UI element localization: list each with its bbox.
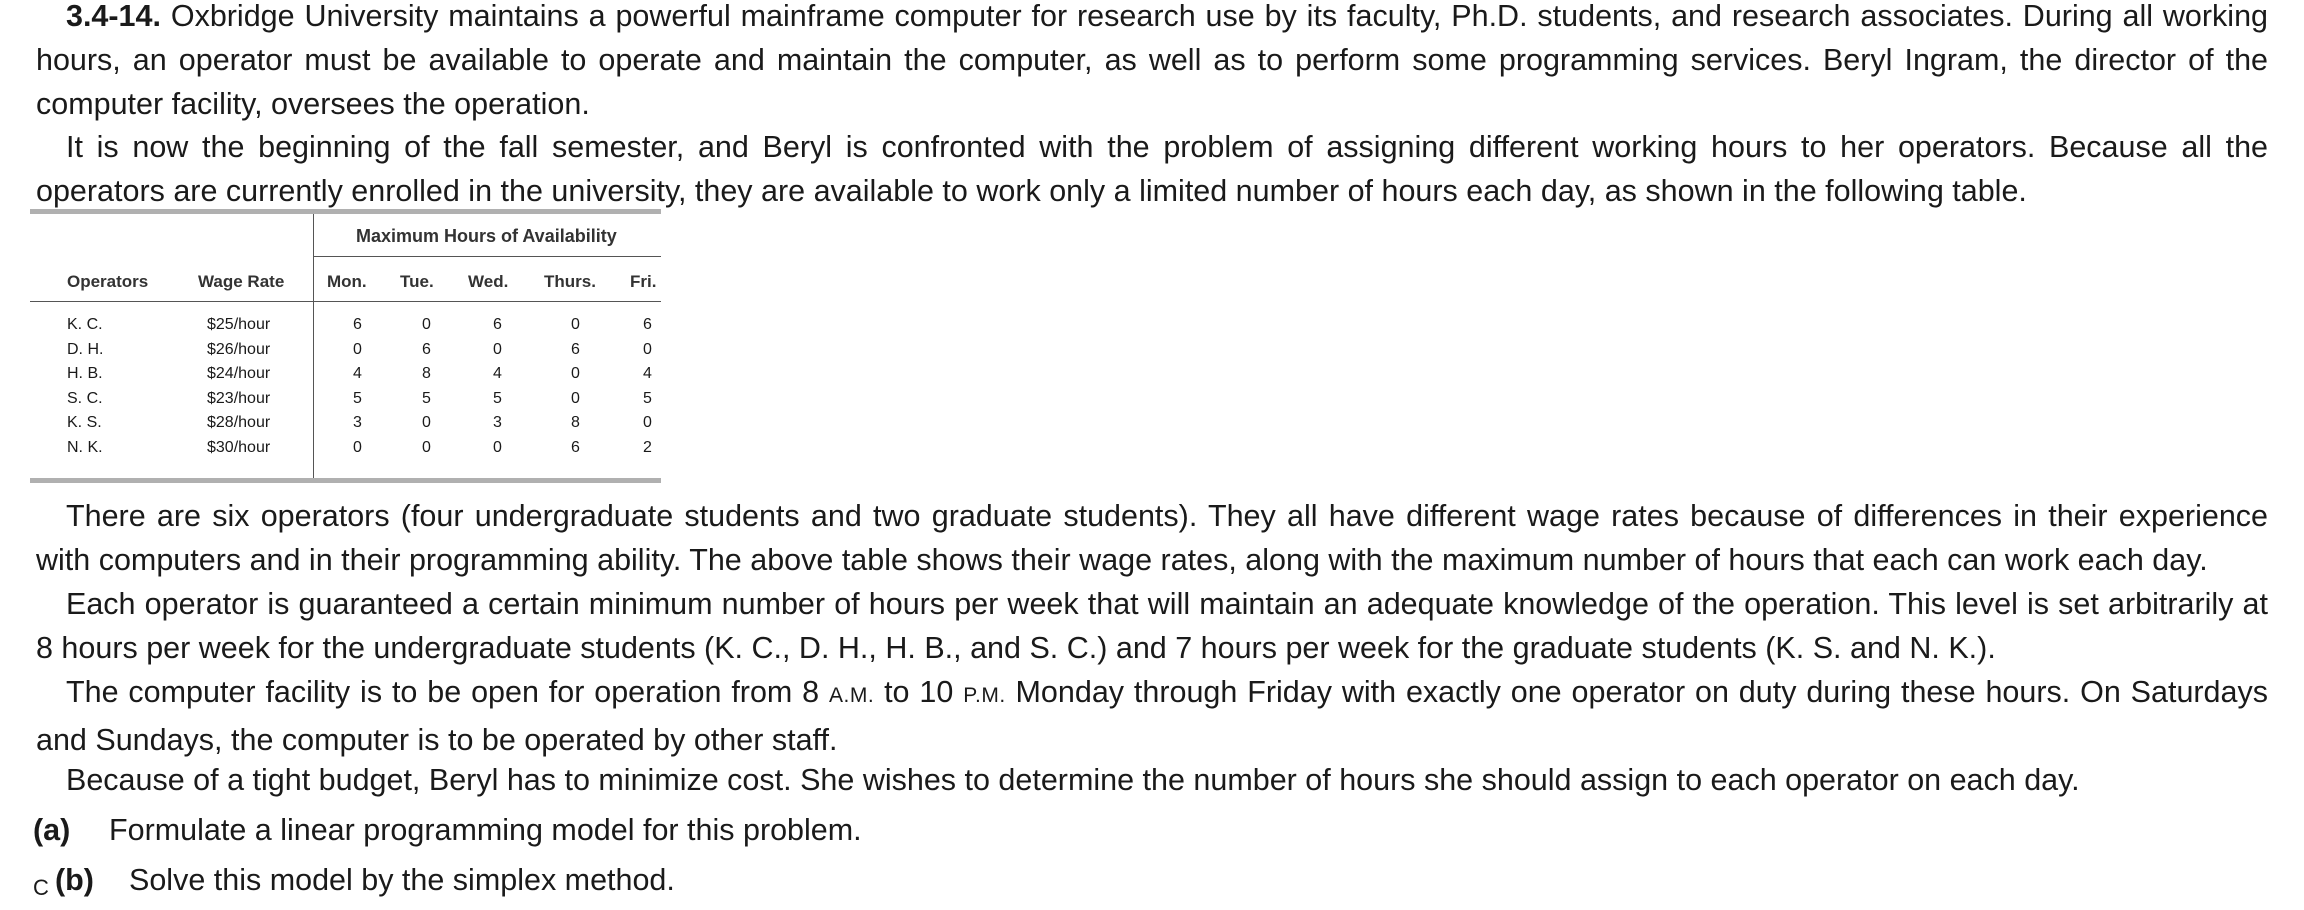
hours-cell: 0 xyxy=(353,340,362,358)
part-b-label: (b) xyxy=(55,863,94,897)
part-a-text: Formulate a linear programming model for this problem. xyxy=(109,813,862,847)
hours-cell: 3 xyxy=(353,414,362,432)
hours-cell: 5 xyxy=(422,389,431,407)
hours-cell: 2 xyxy=(643,439,652,456)
hours-cell: 0 xyxy=(493,340,502,358)
hours-cell: 0 xyxy=(571,389,580,407)
group-header: Maximum Hours of Availability xyxy=(356,226,617,246)
table-bottom-rule xyxy=(30,478,661,483)
hours-cell: 0 xyxy=(493,439,502,456)
wage-rate: $26/hour xyxy=(207,340,271,358)
col-header-operators: Operators xyxy=(67,272,149,291)
part-b-prefix: C xyxy=(33,875,49,900)
hours-cell: 6 xyxy=(353,316,362,333)
hours-cell: 0 xyxy=(643,340,652,358)
problem-intro xyxy=(36,0,2268,126)
hours-cell: 6 xyxy=(493,316,502,333)
header-rule xyxy=(30,301,661,302)
hours-cell: 6 xyxy=(643,316,652,333)
hours-cell: 8 xyxy=(571,414,580,432)
operator-name: H. B. xyxy=(67,365,103,383)
wage-rate: $23/hour xyxy=(207,389,271,407)
hours-cell: 5 xyxy=(493,389,502,407)
hours-cell: 6 xyxy=(571,439,580,456)
operator-name: D. H. xyxy=(67,340,104,358)
para5-a: The computer facility is to be open for operation from 8 xyxy=(66,675,830,709)
hours-cell: 0 xyxy=(571,365,580,383)
hours-cell: 0 xyxy=(571,316,580,333)
wage-rate: $25/hour xyxy=(207,316,271,333)
table-top-rule xyxy=(30,209,661,214)
operator-name: N. K. xyxy=(67,439,103,456)
paragraph-3: There are six operators (four undergraduate students and two graduate students). They all have different wage rates because of differences in their experience with computers and in their programming ability. The above table shows their wage rates, along with the maximum number of hours that each can work each day. xyxy=(36,499,2268,577)
hours-cell: 0 xyxy=(422,439,431,456)
hours-cell: 4 xyxy=(643,365,652,383)
availability-rule xyxy=(313,256,661,257)
part-b-text: Solve this model by the simplex method. xyxy=(129,863,675,897)
part-a-label: (a) xyxy=(33,813,71,847)
problem-number: 3.4-14. xyxy=(66,0,161,33)
intro-text: Oxbridge University maintains a powerful mainframe computer for research use by its faculty, Ph.D. students, and research associates. During all working hours, an operator must be available to operate and maintain the computer, as well as to perform some programming services. Beryl Ingram, the director of the computer facility, oversees the operation. xyxy=(36,0,2268,121)
hours-cell: 0 xyxy=(353,439,362,456)
pm-label: P.M. xyxy=(963,684,1006,707)
col-header-fri: Fri. xyxy=(630,272,657,291)
hours-cell: 5 xyxy=(643,389,652,407)
col-header-thurs: Thurs. xyxy=(544,272,596,291)
operator-name: S. C. xyxy=(67,389,103,407)
para5-b: to 10 xyxy=(874,675,964,709)
wage-rate: $30/hour xyxy=(207,439,271,456)
operator-name: K. S. xyxy=(67,414,102,432)
hours-cell: 6 xyxy=(571,340,580,358)
am-label: A.M. xyxy=(829,684,875,707)
hours-cell: 0 xyxy=(643,414,652,432)
paragraph-5 xyxy=(36,670,2268,762)
paragraph-2: It is now the beginning of the fall semester, and Beryl is confronted with the problem of assigning different working hours to her operators. Because all the operators are currently enrolled in the university, they are available to work only a limited number of hours each day, as shown in the following table. xyxy=(36,130,2268,208)
hours-cell: 4 xyxy=(353,365,362,383)
hours-cell: 6 xyxy=(422,340,431,358)
hours-cell: 4 xyxy=(493,365,502,383)
hours-cell: 8 xyxy=(422,365,431,383)
wage-rate: $28/hour xyxy=(207,414,271,432)
wage-rate: $24/hour xyxy=(207,365,271,383)
hours-cell: 0 xyxy=(422,316,431,333)
col-header-tue: Tue. xyxy=(400,272,434,291)
hours-cell: 5 xyxy=(353,389,362,407)
paragraph-6: Because of a tight budget, Beryl has to minimize cost. She wishes to determine the number of hours she should assign to each operator on each day. xyxy=(66,763,2080,797)
paragraph-4: Each operator is guaranteed a certain minimum number of hours per week that will maintain an adequate knowledge of the operation. This level is set arbitrarily at 8 hours per week for the undergraduate students (K. C., D. H., H. B., and S. C.) and 7 hours per week for the graduate students (K. S. and N. K.). xyxy=(36,587,2268,665)
table-divider xyxy=(313,214,314,478)
hours-cell: 0 xyxy=(422,414,431,432)
hours-cell: 3 xyxy=(493,414,502,432)
para5-c: Monday through Friday with exactly one operator on duty during these hours. On Saturdays and Sundays, the computer is to be operated by other staff. xyxy=(36,675,2268,757)
col-header-mon: Mon. xyxy=(327,272,367,291)
col-header-wed: Wed. xyxy=(468,272,509,291)
operator-name: K. C. xyxy=(67,316,103,333)
col-header-wage: Wage Rate xyxy=(198,272,285,291)
